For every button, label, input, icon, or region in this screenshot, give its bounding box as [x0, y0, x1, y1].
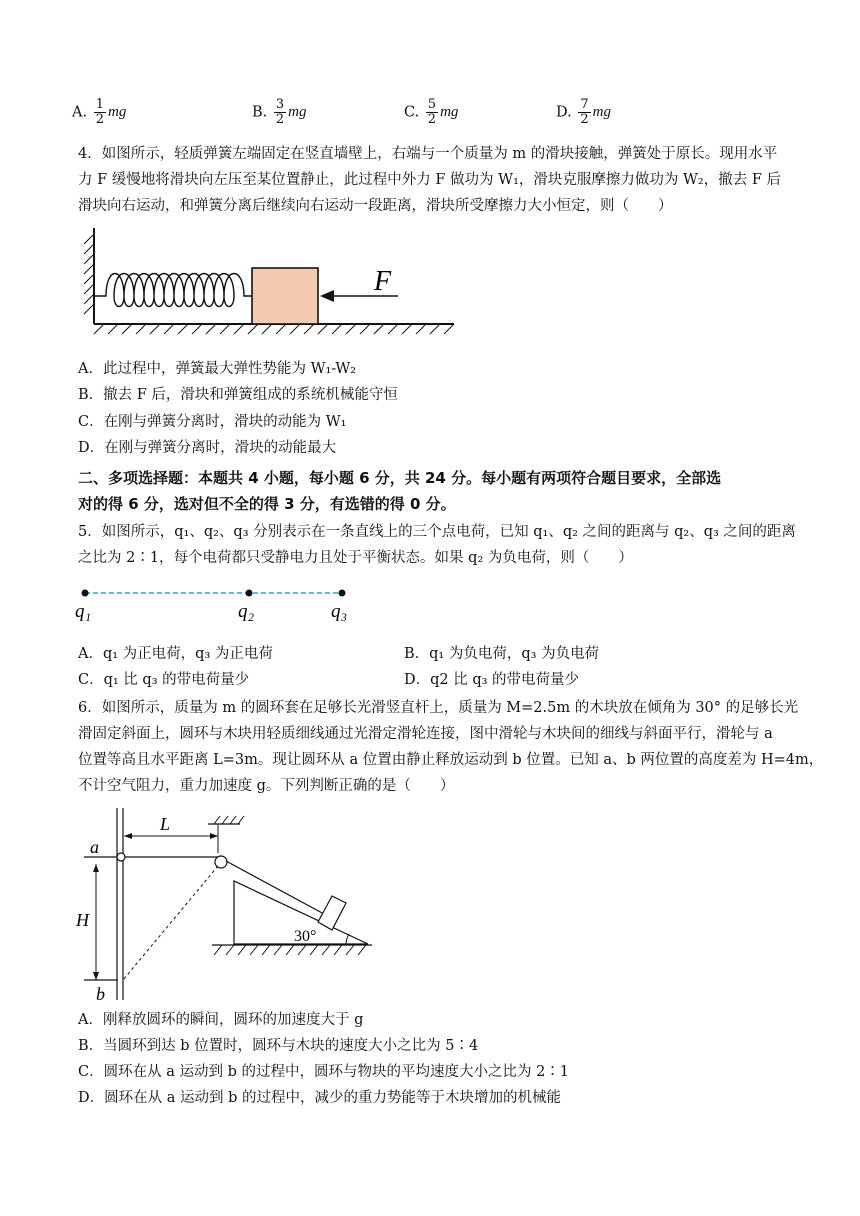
q3-option-d[interactable]: D. $\frac{7}{2}$ mg	[556, 97, 611, 127]
charge-dot	[246, 590, 253, 597]
q6-option-d[interactable]: D．圆环在从 a 运动到 b 的过程中，减少的重力势能等于木块增加的机械能	[78, 1090, 561, 1106]
fraction: $\frac{3}{2}$	[275, 97, 285, 127]
q4-stem-line3: 滑块向右运动，和弹簧分离后继续向右运动一段距离，滑块所受摩擦力大小恒定，则（ ）	[78, 198, 673, 214]
label-b: b	[96, 984, 105, 1003]
label-L: L	[160, 814, 171, 834]
q6-stem-line1: 6．如图所示，质量为 m 的圆环套在足够长光滑竖直杆上，质量为 M=2.5m 的木块放在倾角为 30° 的足够长光	[78, 700, 799, 716]
q6-option-c[interactable]: C．圆环在从 a 运动到 b 的过程中，圆环与物块的平均速度大小之比为 2∶1	[78, 1064, 570, 1080]
q6-option-a[interactable]: A．刚释放圆环的瞬间，圆环的加速度大于 g	[78, 1012, 364, 1028]
force-label: F	[374, 266, 392, 297]
charges-figure	[72, 584, 372, 628]
charge-label-q2: q₂	[238, 601, 255, 622]
q4-stem-line2: 力 F 缓慢地将滑块向左压至某位置静止，此过程中外力 F 做功为 W₁，滑块克服摩擦力做功为 W₂，撤去 F 后	[78, 172, 781, 188]
wood-block	[318, 896, 346, 930]
q5-option-a[interactable]: A．q₁ 为正电荷，q₃ 为正电荷	[78, 646, 273, 662]
q4-option-d[interactable]: D．在刚与弹簧分离时，滑块的动能最大	[78, 440, 337, 456]
label-H: H	[76, 910, 89, 930]
q4-option-c[interactable]: C．在刚与弹簧分离时，滑块的动能为 W₁	[78, 414, 347, 430]
q3-option-a[interactable]: A. $\frac{1}{2}$ mg	[72, 97, 127, 127]
fraction: $\frac{5}{2}$	[427, 97, 437, 127]
q6-stem-line4: 不计空气阻力，重力加速度 g。下列判断正确的是（ ）	[78, 778, 455, 794]
spring	[94, 274, 252, 307]
pulley	[215, 856, 227, 868]
block	[252, 268, 318, 324]
ring-pulley-figure	[70, 808, 380, 1003]
q5-option-b[interactable]: B．q₁ 为负电荷，q₃ 为负电荷	[404, 646, 600, 662]
label-a: a	[90, 837, 99, 857]
charge-dot	[82, 590, 89, 597]
angle-label: 30°	[294, 928, 317, 945]
charge-label-q1: q₁	[75, 601, 92, 622]
q4-option-a[interactable]: A．此过程中，弹簧最大弹性势能为 W₁-W₂	[78, 361, 357, 377]
q5-stem-line2: 之比为 2∶1，每个电荷都只受静电力且处于平衡状态。如果 q₂ 为负电荷，则（ ）	[78, 550, 633, 566]
charge-dot	[339, 590, 346, 597]
q6-stem-line2: 滑固定斜面上，圆环与木块用轻质细线通过光滑定滑轮连接，图中滑轮与木块间的细线与斜面平行，滑轮与 a	[78, 726, 773, 742]
q3-option-c[interactable]: C. $\frac{5}{2}$ mg	[404, 97, 459, 127]
charge-label-q3: q₃	[331, 601, 348, 622]
q6-option-b[interactable]: B．当圆环到达 b 位置时，圆环与木块的速度大小之比为 5∶4	[78, 1038, 479, 1054]
q4-option-b[interactable]: B．撤去 F 后，滑块和弹簧组成的系统机械能守恒	[78, 387, 398, 403]
ring	[117, 853, 125, 861]
arrow-left-icon	[320, 290, 334, 302]
q5-option-d[interactable]: D．q2 比 q₃ 的带电荷量少	[404, 672, 580, 688]
q6-stem-line3: 位置等高且水平距离 L=3m。现让圆环从 a 位置由静止释放运动到 b 位置。已知 a、b 两位置的高度差为 H=4m，	[78, 752, 824, 768]
q3-option-b[interactable]: B. $\frac{3}{2}$ mg	[252, 97, 307, 127]
section-heading-line2: 对的得 6 分，选对但不全的得 3 分，有选错的得 0 分。	[78, 495, 456, 513]
q5-stem-line1: 5．如图所示，q₁、q₂、q₃ 分别表示在一条直线上的三个点电荷，已知 q₁、q₂ 之间的距离与 q₂、q₃ 之间的距离	[78, 524, 796, 540]
fraction: $\frac{7}{2}$	[580, 97, 589, 127]
fraction: $\frac{1}{2}$	[95, 97, 104, 127]
q4-stem-line1: 4．如图所示，轻质弹簧左端固定在竖直墙壁上，右端与一个质量为 m 的滑块接触，弹簧处于原长。现用水平	[78, 146, 778, 162]
spring-block-figure	[78, 226, 458, 336]
section-heading-line1: 二、多项选择题：本题共 4 小题，每小题 6 分，共 24 分。每小题有两项符合题目要求，全部选	[78, 469, 722, 487]
q5-option-c[interactable]: C．q₁ 比 q₃ 的带电荷量少	[78, 672, 250, 688]
